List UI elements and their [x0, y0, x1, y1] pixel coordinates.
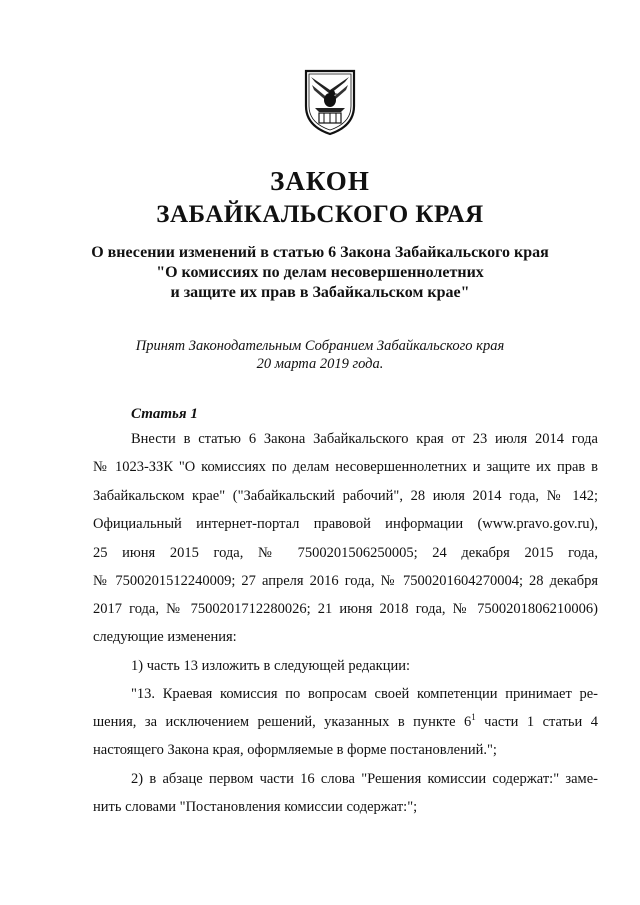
- body-line: Забайкальском крае" ("Забайкальский рабочий", 28 июля 2014 года, № 142;: [93, 488, 598, 504]
- subtitle-line: и защите их прав в Забайкальском крае": [170, 284, 470, 301]
- body-line: № 1023-ЗЗК "О комиссиях по делам несовершеннолетних и защите их прав в: [93, 459, 598, 475]
- article-heading: Статья 1: [131, 406, 198, 422]
- subtitle-line: О внесении изменений в статью 6 Закона Забайкальского края: [91, 244, 549, 261]
- body-line: 2017 года, № 7500201712280026; 21 июня 2018 года, № 7500201806210006): [93, 601, 598, 617]
- law-title: ЗАКОН: [270, 166, 370, 196]
- adoption-date: 20 марта 2019 года.: [256, 356, 384, 372]
- line-text: шения, за исключением решений, указанных в пункте 6: [93, 714, 472, 730]
- list-item: 1) часть 13 изложить в следующей редакции:: [131, 658, 411, 674]
- quoted-text-line: настоящего Закона края, оформляемые в форме постановлений.";: [93, 742, 497, 758]
- body-line: нить словами "Постановления комиссии содержат:";: [93, 799, 418, 815]
- coat-of-arms-emblem: [303, 68, 357, 136]
- body-line: 25 июня 2015 года, № 7500201506250005; 24 декабря 2015 года,: [93, 545, 598, 561]
- body-line: следующие изменения:: [93, 629, 237, 645]
- adoption-note: Принят Законодательным Собранием Забайкальского края: [135, 338, 505, 354]
- body-line: Официальный интернет-портал правовой информации (www.pravo.gov.ru),: [93, 516, 598, 532]
- superscript: 1: [471, 713, 476, 723]
- region-title: ЗАБАЙКАЛЬСКОГО КРАЯ: [156, 201, 484, 228]
- body-line: Внести в статью 6 Закона Забайкальского края от 23 июля 2014 года: [131, 431, 598, 447]
- subtitle-line: "О комиссиях по делам несовершеннолетних: [156, 264, 484, 281]
- line-text: части 1 статьи 4: [475, 714, 598, 730]
- quoted-text-line: [93, 713, 598, 731]
- quoted-text-line: "13. Краевая комиссия по вопросам своей компетенции принимает ре-: [131, 686, 598, 702]
- list-item: 2) в абзаце первом части 16 слова "Решения комиссии содержат:" заме-: [131, 771, 598, 787]
- body-line: № 7500201512240009; 27 апреля 2016 года, № 7500201604270004; 28 декабря: [93, 573, 598, 589]
